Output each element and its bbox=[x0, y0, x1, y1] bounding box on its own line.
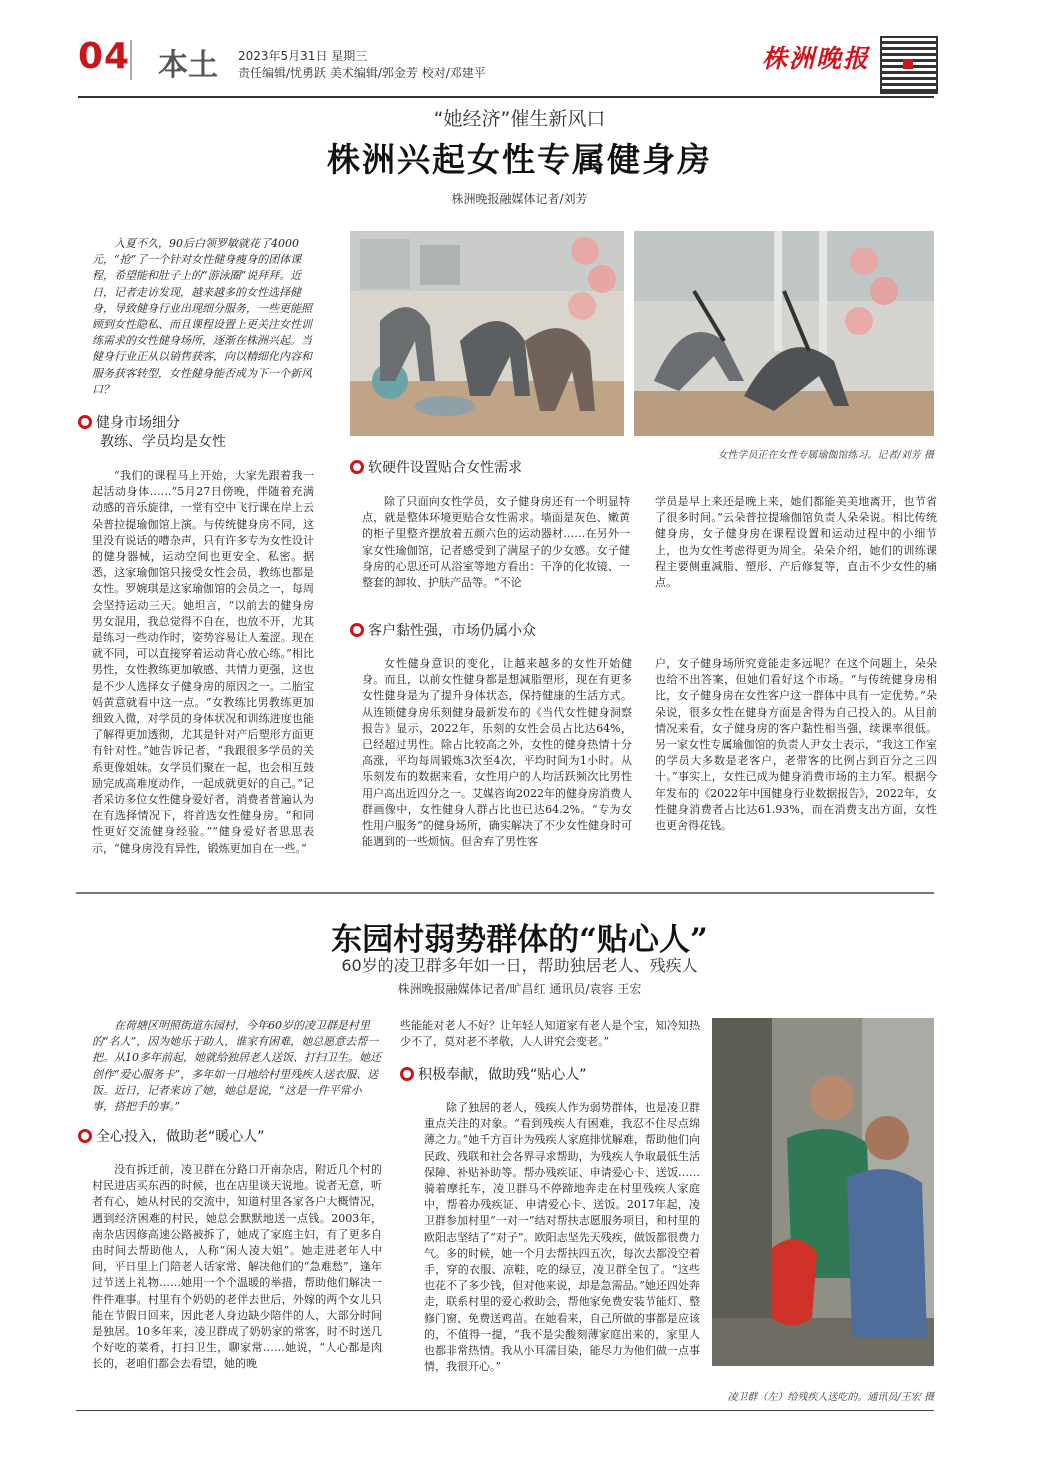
article2-col1-text: 没有拆迁前，凌卫群在分路口开南杂店，附近几个村的村民进店买东西的时候，也在店里谈天说地。说者无意，听者有心，她从村民的交流中，知道村里各家各户大概情况，遇到经济困难的村民，她总会默默地送一点钱。2003年，南杂店因修高速公路被拆了，她成了家庭主妇，有了更多自由时间去帮助他人，人称“闲人凌大姐”。她走进老年人中间，平日里上门陪老人话家常、解决他们的“急难愁”，逢年过节送上礼物……她用一个个温暖的举措，帮助他们解决一件件难事。村里有个奶奶的老伴去世后，外嫁的两个女儿只能在节假日回来，因此老人身边缺少陪伴的人，大部分时间是独居。10多年来，凌卫群成了奶奶家的常客，时不时送几个好吃的菜肴，打扫卫生，聊家常……她说，“人心都是肉长的，老咱们都会去看望，她的晚 bbox=[92, 1163, 382, 1371]
article2-subtitle: 60岁的凌卫群多年如一日，帮助独居老人、残疾人 bbox=[341, 956, 698, 975]
sec2-title: 软硬件设置贴合女性需求 bbox=[368, 460, 522, 476]
article1-sec2-heading bbox=[350, 459, 650, 478]
article1-col3b-text: 户，女子健身场所究竟能走多远呢？在这个问题上，朵朵也给不出答案，但她们看好这个市场。“与传统健身房相比，女子健身房在女性客户这一群体中具有一定优势。”朵朵说，很多女性在健身方面是舍得为自己投入的。从目前情况来看，女子健身房的客户黏性相当强，续课率很低。另一家女性专属瑜伽馆的负责人尹女士表示，“我这工作室的学员大多数是老客户，老带客的比例占到百分之三四十。”事实上，女性已成为健身消费市场的主力军。根据今年发布的《2022年中国健身行业数据报告》，2022年，女性健身消费者占比达61.93%，而在消费支出方面，女性也更舍得花钱。 bbox=[655, 657, 937, 833]
article2-lead-text: 在荷塘区明照街道东园村，今年60岁的凌卫群是村里的“名人”，因为她乐于助人，谁家有困难，她总愿意去帮一把。从10多年前起，她就给独居老人送饭、打扫卫生。她还创作“爱心服务卡”，多年如一日地给村里残疾人送衣服、送饭。近日，记者来访了她，她总是说，“这是一件平常小事，搭把手的事。” bbox=[92, 1019, 381, 1114]
article1-col1 bbox=[92, 468, 314, 880]
section-name: 本土 bbox=[158, 48, 218, 83]
header-rule bbox=[78, 96, 934, 98]
footer-rule bbox=[76, 1410, 934, 1411]
article1-lead-text: 入夏不久，90后白领罗敏就花了4000元，“抢”了一个针对女性健身瘦身的团体课程，希望能和肚子上的“游泳圈”说拜拜。近日，记者走访发现，越来越多的女性选择健身，导致健身行业出现细分服务，一些更能照顾到女性隐私、而且课程设置上更关注女性训练需求的女性健身场所，逐渐在株洲兴起。当健身行业正从以销售获客，向以精细化内容和服务获客转型，女性健身能否成为下一个新风口？ bbox=[92, 237, 312, 396]
article2-col2 bbox=[424, 1100, 700, 1406]
yoga-photo-right bbox=[634, 231, 934, 436]
article1-photo-caption: 女性学员正在女性专属瑜伽馆练习。记者/刘芳 摄 bbox=[717, 450, 934, 461]
article1-col2b bbox=[655, 494, 937, 606]
article2-col2-top bbox=[400, 1018, 700, 1050]
yoga-photo-left bbox=[350, 231, 624, 436]
article1-kicker: “她经济”催生新风口 bbox=[433, 108, 606, 130]
article1-sec3-heading bbox=[350, 622, 650, 641]
article-separator bbox=[76, 892, 934, 894]
volunteer-photo bbox=[712, 1018, 934, 1366]
sec1-title-line2: 教练、学员均是女性 bbox=[100, 434, 226, 450]
article2-byline: 株洲晚报融媒体记者/旷昌红 通讯员/袁容 王宏 bbox=[397, 982, 642, 996]
article2-sec1-title: 全心投入，做助老“暖心人” bbox=[96, 1129, 265, 1145]
article1-lead bbox=[92, 236, 320, 398]
article1-title: 株洲兴起女性专属健身房 bbox=[327, 140, 712, 179]
article1-col1-text: “我们的课程马上开始，大家先跟着我一起活动身体……”5月27日傍晚，伴随着充满动感的音乐旋律，一堂有空中飞行课在岸上云朵普拉提瑜伽馆上演。与传统健身房不同，这里没有说话的嘈杂声，只有许多专为女性设计的健身器械，运动空间也更安全、私密。据悉，这家瑜伽馆只接受女性会员，教练也都是女性。罗婉琪是这家瑜伽馆的会员之一，每周会坚持运动三天。她坦言，“以前去的健身房男女混用，我总觉得不自在，也放不开，尤其是练习一些动作时，姿势容易让人羞涩。现在就不同，可以直接穿着运动背心放心练。”相比男性，女性教练更加敏感、共情力更强，这也是不少人选择女子健身房的原因之一。二胎宝妈黄意就看中这一点。“女教练比男教练更加细致入微，对学员的身体状况和训练进度也能了解得更加透彻，尤其是针对产后塑形方面更有针对性。”她告诉记者，“我跟很多学员的关系更像姐妹。女学员们聚在一起，也会相互鼓励完成高难度动作，一起成就更好的自己。”记者采访多位女性健身爱好者，消费者普遍认为在有选择情况下，将首选女性健身房。“和同性更好交流健身经验。”“健身爱好者思思表示，“健身房没有异性，锻炼更加自在一些。” bbox=[92, 469, 314, 855]
bullet-circle-icon bbox=[350, 623, 364, 637]
article2-sec2-title: 积极奉献，做助残“贴心人” bbox=[418, 1067, 587, 1083]
article1-col3b bbox=[655, 656, 937, 878]
bullet-circle-icon bbox=[400, 1067, 414, 1081]
article1-col2b-text: 学员是早上来还是晚上来，她们都能美美地离开，也节省了很多时间。”云朵普拉提瑜伽馆负责人朵朵说。相比传统健身房，女子健身房在课程设置和运动过程中的小细节上，也为女性考虑得更为周全。朵朵介绍，她们的训练课程主要侧重减脂、塑形、产后修复等，直击不少女性的痛点。 bbox=[655, 495, 937, 590]
article2-title: 东园村弱势群体的“贴心人” bbox=[331, 922, 708, 958]
header-divider bbox=[130, 40, 132, 80]
article2-col2-top-text: 些能能对老人不好？让年轻人知道家有老人是个宝，知冷知热少不了，莫对老不孝敬，人人讲究会变老。” bbox=[400, 1019, 700, 1049]
newspaper-logo: 株洲晚报 bbox=[762, 44, 871, 73]
date-line: 2023年5月31日 星期三 bbox=[238, 49, 368, 63]
article2-lead bbox=[92, 1018, 382, 1115]
bullet-circle-icon bbox=[350, 460, 364, 474]
bullet-circle-icon bbox=[78, 415, 92, 429]
article1-col3a bbox=[362, 656, 632, 878]
editors-line: 责任编辑/忧勇跃 美术编辑/郭金芳 校对/邓建平 bbox=[238, 66, 486, 80]
sec1-title-line1: 健身市场细分 bbox=[96, 415, 180, 431]
sec3-title: 客户黏性强，市场仍属小众 bbox=[368, 623, 536, 639]
page-number: 04 bbox=[78, 36, 131, 77]
article2-sec2-heading bbox=[400, 1066, 700, 1085]
header-info bbox=[238, 48, 486, 82]
article2-photo-caption: 凌卫群（左）给残疾人送吃的。通讯员/王宏 摄 bbox=[727, 1392, 934, 1403]
article1-col3a-text: 女性健身意识的变化，让越来越多的女性开始健身。而且，以前女性健身都是想减脂塑形，现在有更多女性健身是为了提升身体状态，保持健康的生活方式。从连锁健身房乐刻健身最新发布的《当代女性健身洞察报告》显示，2022年，乐刻的女性会员占比达64%，已经超过男性。除占比较高之外，女性的健身热情十分高涨，平均每周锻炼3次至4次，平均时间为1小时。从乐刻发布的数据来看，女性用户的人均活跃频次比男性用户高出近四分之一。艾媒咨询2022年的健身房消费人群画像中，女性健身人群占比也已达64.2%。“专为女性用户服务”的健身场所，确实解决了不少女性健身时可能遇到的一些烦恼。但舍弃了男性客 bbox=[362, 657, 632, 849]
article1-col2a bbox=[362, 494, 630, 606]
bullet-circle-icon bbox=[78, 1129, 92, 1143]
article2-col2-text: 除了独居的老人，残疾人作为弱势群体，也是凌卫群重点关注的对象。“看到残疾人有困难，我忍不住尽点绵薄之力。”她千方百计为残疾人家庭排忧解难，帮助他们向民政、残联和社会各界寻求帮助，为残疾人争取最低生活保障、补贴补助等。帮办残疾证、申请爱心卡、送饭……骑着摩托车，凌卫群马不停蹄地奔走在村里残疾人家庭中，帮着办残疾证、申请爱心卡、送饭。2017年起，凌卫群参加村里“一对一”结对帮扶志愿服务项目，和村里的欧阳志坚结了“对子”。欧阳志坚先天残疾，做饭都很费力气。多的时候，她一个月去帮扶四五次，每次去都没空着手，穿的衣服、凉鞋，吃的绿豆，凌卫群全包了。“这些也花不了多少钱，但对他来说，却是急需品。”她还四处奔走，联系村里的爱心救助会，帮他家免费安装节能灯、整修门窗、免费送鸡苗。在她看来，自己所做的事都是应该的，不值得一提，“我不是尖酸刻薄家庭出来的，家里人也都非常热情。我从小耳濡目染，能尽力为他们做一点事情，我很开心。” bbox=[424, 1101, 700, 1374]
article1-byline: 株洲晚报融媒体记者/刘芳 bbox=[451, 192, 588, 206]
article1-sec1-heading bbox=[78, 414, 318, 452]
article2-sec1-heading bbox=[78, 1128, 378, 1147]
qr-center-mark bbox=[903, 59, 913, 69]
article1-col2a-text: 除了只面向女性学员，女子健身房还有一个明显特点，就是整体环境更贴合女性需求。墙面是灰色、嫩黄的柜子里整齐摆放着五颜六色的运动器材……在另外一家女性瑜伽馆，记者感受到了满屋子的少女感。女子健身房的心思还可从浴室等地方看出：干净的化妆镜、一整套的卸妆、护肤产品等。“不论 bbox=[362, 495, 630, 590]
article2-col1 bbox=[92, 1162, 382, 1406]
